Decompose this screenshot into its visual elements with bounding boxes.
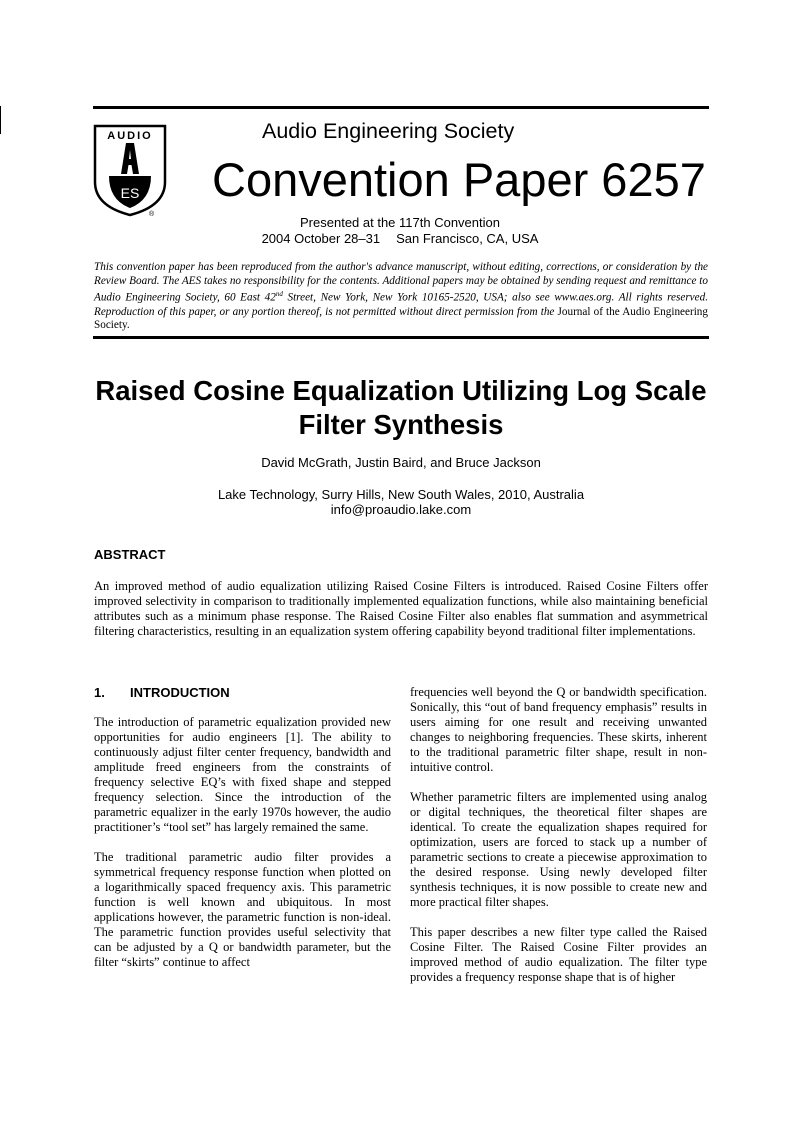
society-name: Audio Engineering Society <box>262 119 515 143</box>
presented-date-place <box>200 231 600 247</box>
authors: David McGrath, Justin Baird, and Bruce Jackson <box>261 455 541 470</box>
intro-paragraph: frequencies well beyond the Q or bandwidth specification. Sonically, this “out of band frequency emphasis” results in users aiming for one result and receiving unwanted changes to neighboring frequencies. These skirts, inherent to the traditional parametric filter shape, result in non-intuitive control. <box>410 685 707 774</box>
presented-place: San Francisco, CA, USA <box>396 231 539 246</box>
disclaimer-journal: Journal of the Audio Engineering Society. <box>94 305 708 332</box>
presented-info <box>200 215 600 247</box>
disclaimer-text-2: Street, New York, New York 10165-2520, USA; also see www.aes.org. All rights reserved. Reproduction of this paper, or any portion thereof, is not permitted without direct permission from the <box>94 291 709 318</box>
disclaimer <box>94 261 708 333</box>
registered-mark: ® <box>149 211 155 218</box>
section-number: 1. <box>94 685 105 700</box>
crop-mark <box>0 106 1 134</box>
logo-bottom-text: ES <box>120 185 140 201</box>
presented-date: 2004 October 28–31 <box>261 231 381 246</box>
intro-paragraph: The introduction of parametric equalization provided new opportunities for audio engineers [1]. The ability to continuously adjust filter center frequency, bandwidth and amplitude freed engineers from the constraints of frequency selective EQ’s with fixed shape and stepped frequency selection. Since the introduction of the parametric equalizer in the early 1970s however, the audio practitioner’s “tool set” has largely remained the same. <box>94 715 391 834</box>
affiliation-block <box>93 487 709 517</box>
left-column <box>94 685 391 985</box>
disclaimer-superscript: nd <box>275 290 283 299</box>
paper-title: Raised Cosine Equalization Utilizing Log Scale Filter Synthesis <box>95 375 707 440</box>
aes-logo-icon <box>93 124 167 218</box>
intro-paragraph: Whether parametric filters are implemented using analog or digital techniques, the theoretical filter shapes are identical. To create the equalization shapes required for optimization, users are forced to stack up a number of parametric sections to create a piecewise approximation to the desired response. Using newly developed filter synthesis techniques, it is now possible to create new and more practical filter shapes. <box>410 790 707 909</box>
paper-number: Convention Paper 6257 <box>212 153 706 206</box>
intro-paragraph: The traditional parametric audio filter provides a symmetrical frequency response function when plotted on a logarithmically spaced frequency axis. This parametric function is well known and ubiquitous. In most applications however, the parametric function is non-ideal. The parametric function provides useful selectivity that can be adjusted by a Q or bandwidth parameter, but the filter “skirts” continue to affect <box>94 850 391 969</box>
top-rule <box>93 106 709 109</box>
right-column <box>410 685 707 1000</box>
section-heading <box>94 685 391 700</box>
disclaimer-text-1: This convention paper has been reproduced from the author's advance manuscript, without editing, corrections, or consideration by the Review Board. The AES takes no responsibility for the contents. Additional papers may be obtained by sending request and remittance to Audio Engineering Society, 60 East 42 <box>94 261 708 304</box>
intro-paragraph: This paper describes a new filter type called the Raised Cosine Filter. The Raised Cosine Filter provides an improved method of audio equalization. The filter type provides a frequency response shape that is of higher <box>410 925 707 984</box>
abstract-heading: ABSTRACT <box>94 547 166 562</box>
section-title: INTRODUCTION <box>130 685 230 700</box>
presented-line: Presented at the 117th Convention <box>300 215 500 230</box>
email: info@proaudio.lake.com <box>330 502 472 517</box>
logo-top-text: AUDIO <box>107 130 153 142</box>
abstract-text: An improved method of audio equalization utilizing Raised Cosine Filters is introduced. Raised Cosine Filters offer improved selectivity in comparison to traditionally implemented equalization functions, while also maintaining beneficial attributes such as a minimum phase response. The Raised Cosine Filter also enables flat summation and asymmetrical filtering characteristics, resulting in an equalization system offering capability beyond traditional filter implementations. <box>94 579 708 638</box>
bottom-rule <box>93 336 709 339</box>
affiliation: Lake Technology, Surry Hills, New South Wales, 2010, Australia <box>217 487 585 502</box>
